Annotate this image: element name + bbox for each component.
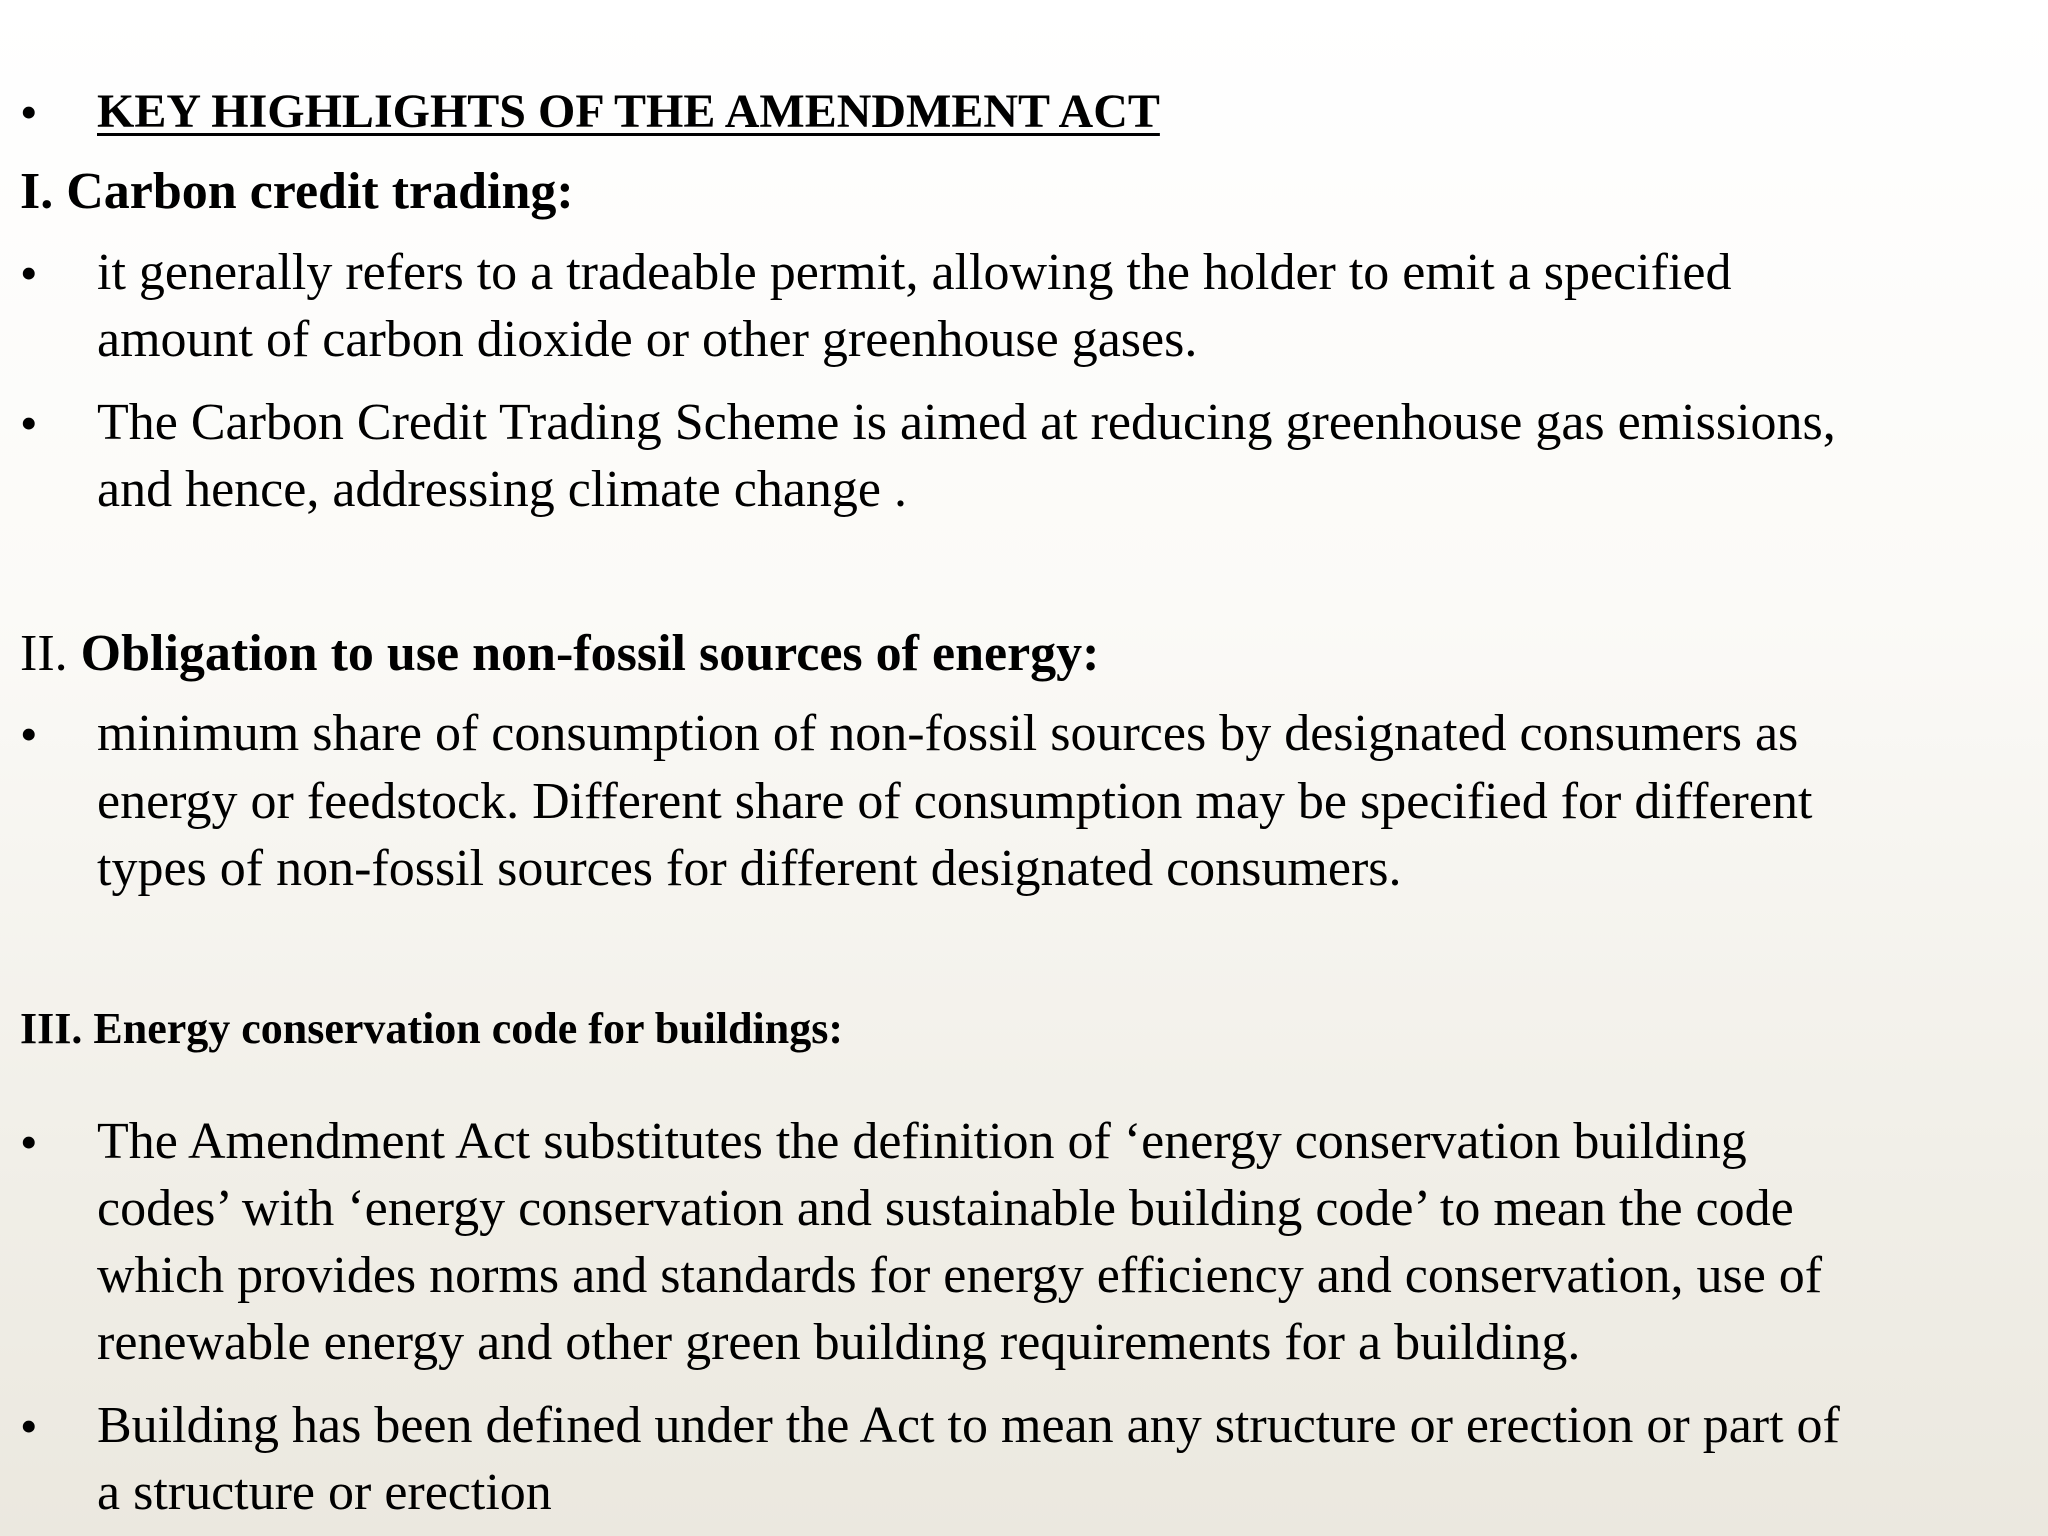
bullet-3-2-line-2: a structure or erection [97, 1464, 552, 1521]
section-numeral-1: I. [20, 163, 54, 220]
bullet-3-1-line-4: renewable energy and other green building requirements for a building. [97, 1314, 1581, 1371]
bullet-marker: • [20, 395, 38, 451]
bullet-2-1-line-2: energy or feedstock. Different share of consumption may be specified for different [97, 773, 1813, 830]
bullet-1-2-line-1: The Carbon Credit Trading Scheme is aimed at reducing greenhouse gas emissions, [97, 394, 1836, 451]
bullet-1-1-line-1: it generally refers to a tradeable permit, allowing the holder to emit a specified [97, 244, 1732, 301]
title-bullet: • [20, 84, 38, 140]
bullet-2-1-line-1: minimum share of consumption of non-fossil sources by designated consumers as [97, 705, 1799, 762]
bullet-marker: • [20, 706, 38, 762]
section-title-3: Energy conservation code for buildings: [93, 1004, 844, 1053]
section-numeral-2: II. [20, 625, 68, 682]
bullet-marker: • [20, 245, 38, 301]
slide-title: KEY HIGHLIGHTS OF THE AMENDMENT ACT [97, 85, 1160, 138]
section-title-2: Obligation to use non-fossil sources of energy: [80, 625, 1100, 682]
bullet-2-1-line-3: types of non-fossil sources for different designated consumers. [97, 840, 1402, 897]
section-heading-2 [20, 620, 1099, 688]
section-heading-3 [20, 995, 843, 1063]
bullet-marker: • [20, 1114, 38, 1170]
bullet-1-1-line-2: amount of carbon dioxide or other greenhouse gases. [97, 311, 1198, 368]
section-heading-1 [20, 158, 574, 226]
bullet-3-1-line-2: codes’ with ‘energy conservation and sustainable building code’ to mean the code [97, 1180, 1794, 1237]
bullet-3-1-line-1: The Amendment Act substitutes the definition of ‘energy conservation building [97, 1113, 1747, 1170]
section-title-1: Carbon credit trading: [66, 163, 574, 220]
section-numeral-3: III. [20, 1004, 83, 1053]
bullet-3-1-line-3: which provides norms and standards for energy efficiency and conservation, use of [97, 1247, 1823, 1304]
bullet-3-2-line-1: Building has been defined under the Act to mean any structure or erection or part of [97, 1397, 1840, 1454]
bullet-marker: • [20, 1398, 38, 1454]
bullet-1-2-line-2: and hence, addressing climate change . [97, 461, 907, 518]
